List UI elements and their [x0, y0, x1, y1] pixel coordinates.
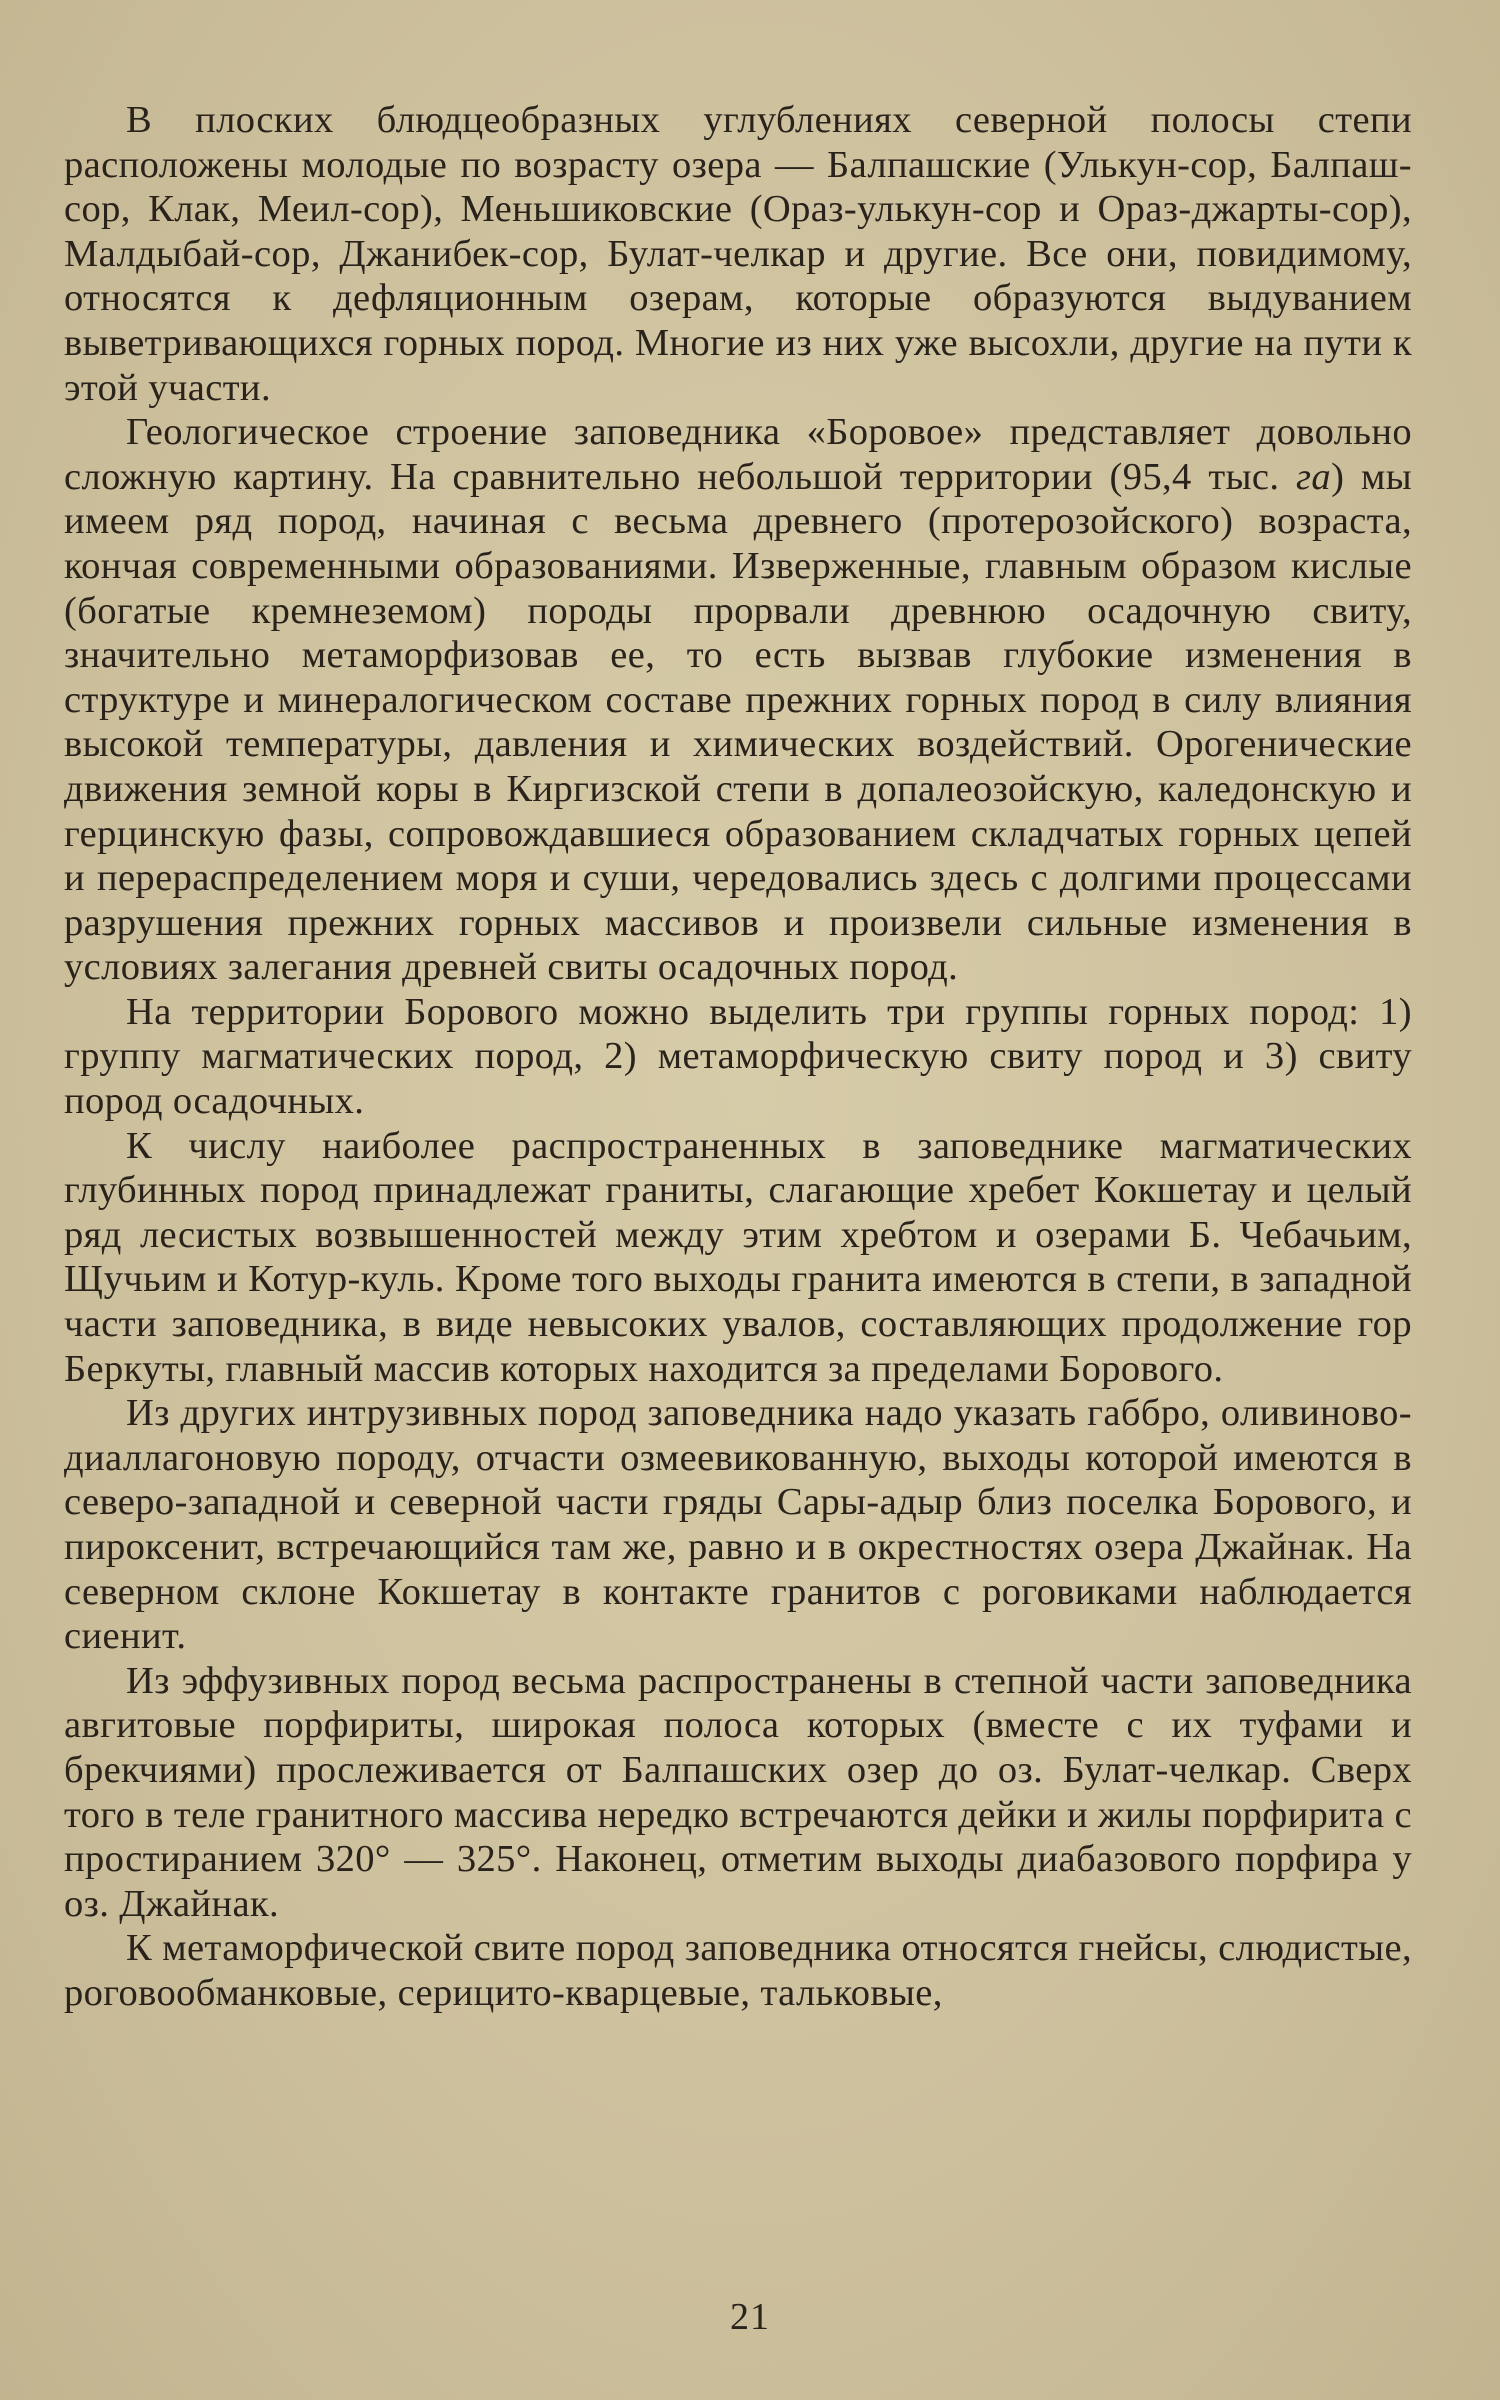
hectare-unit-italic: га [1296, 455, 1332, 498]
page-number: 21 [730, 2296, 770, 2338]
paragraph-4: К числу наиболее распространенных в заповеднике магматических глубинных пород принадлежат граниты, слагающие хребет Кокшетау и целый ряд лесистых возвышенностей между этим хребтом и озерами Б. Чебачьим, Щучьим и Котур-куль. Кроме того выходы гранита имеются в степи, в западной части заповедника, в виде невысоких увалов, составляющих продолжение гор Беркуты, главный массив которых находится за пределами Борового. [64, 1124, 1412, 1390]
paragraph-5: Из других интрузивных пород заповедника надо указать габбро, оливиново-диаллагоновую породу, отчасти озмеевикованную, выходы которой имеются в северо-западной и северной части гряды Сары-адыр близ поселка Борового, и пироксенит, встречающийся там же, равно и в окрестностях озера Джайнак. На северном склоне Кокшетау в контакте гранитов с роговиками наблюдается сиенит. [64, 1392, 1412, 1658]
paragraph-2-part-1: Геологическое строение заповедника «Боровое» представляет довольно сложную картину. На сравнительно небольшой территории (95,4 тыс. [64, 411, 1412, 498]
paragraph-2 [64, 410, 1412, 990]
paragraph-1: В плоских блюдцеобразных углублениях северной полосы степи расположены молодые по возрасту озера — Балпашские (Улькун-сор, Балпаш-сор, Клак, Меил-сор), Меньшиковские (Ораз-улькун-сор и Ораз-джарты-сор), Малдыбай-сор, Джанибек-сор, Булат-челкар и другие. Все они, повидимому, относятся к дефляционным озерам, которые образуются выдуванием выветривающихся горных пород. Многие из них уже высохли, другие на пути к этой участи. [64, 99, 1412, 409]
paragraph-7: К метаморфической свите пород заповедника относятся гнейсы, слюдистые, роговообманковые, серицито-кварцевые, тальковые, [64, 1927, 1412, 2014]
paragraph-6: Из эффузивных пород весьма распространены в степной части заповедника авгитовые порфириты, широкая полоса которых (вместе с их туфами и брекчиями) прослеживается от Балпашских озер до оз. Булат-челкар. Сверх того в теле гранитного массива нередко встречаются дейки и жилы порфирита с простиранием 320° — 325°. Наконец, отметим выходы диабазового порфира у оз. Джайнак. [64, 1659, 1412, 1925]
paragraph-3: На территории Борового можно выделить три группы горных пород: 1) группу магматических пород, 2) метаморфическую свиту пород и 3) свиту пород осадочных. [64, 990, 1412, 1123]
paragraph-2-part-2: ) мы имеем ряд пород, начиная с весьма древнего (протерозойского) возраста, кончая современными образованиями. Изверженные, главным образом кислые (богатые кремнеземом) породы прорвали древнюю осадочную свиту, значительно метаморфизовав ее, то есть вызвав глубокие изменения в структуре и минералогическом составе прежних горных пород в силу влияния высокой температуры, давления и химических воздействий. Орогенические движения земной коры в Киргизской степи в допалеозойскую, каледонскую и герцинскую фазы, сопровождавшиеся образованием складчатых горных цепей и перераспределением моря и суши, чередовались здесь с долгими процессами разрушения прежних горных массивов и произвели сильные изменения в условиях залегания древней свиты осадочных пород. [64, 455, 1412, 989]
